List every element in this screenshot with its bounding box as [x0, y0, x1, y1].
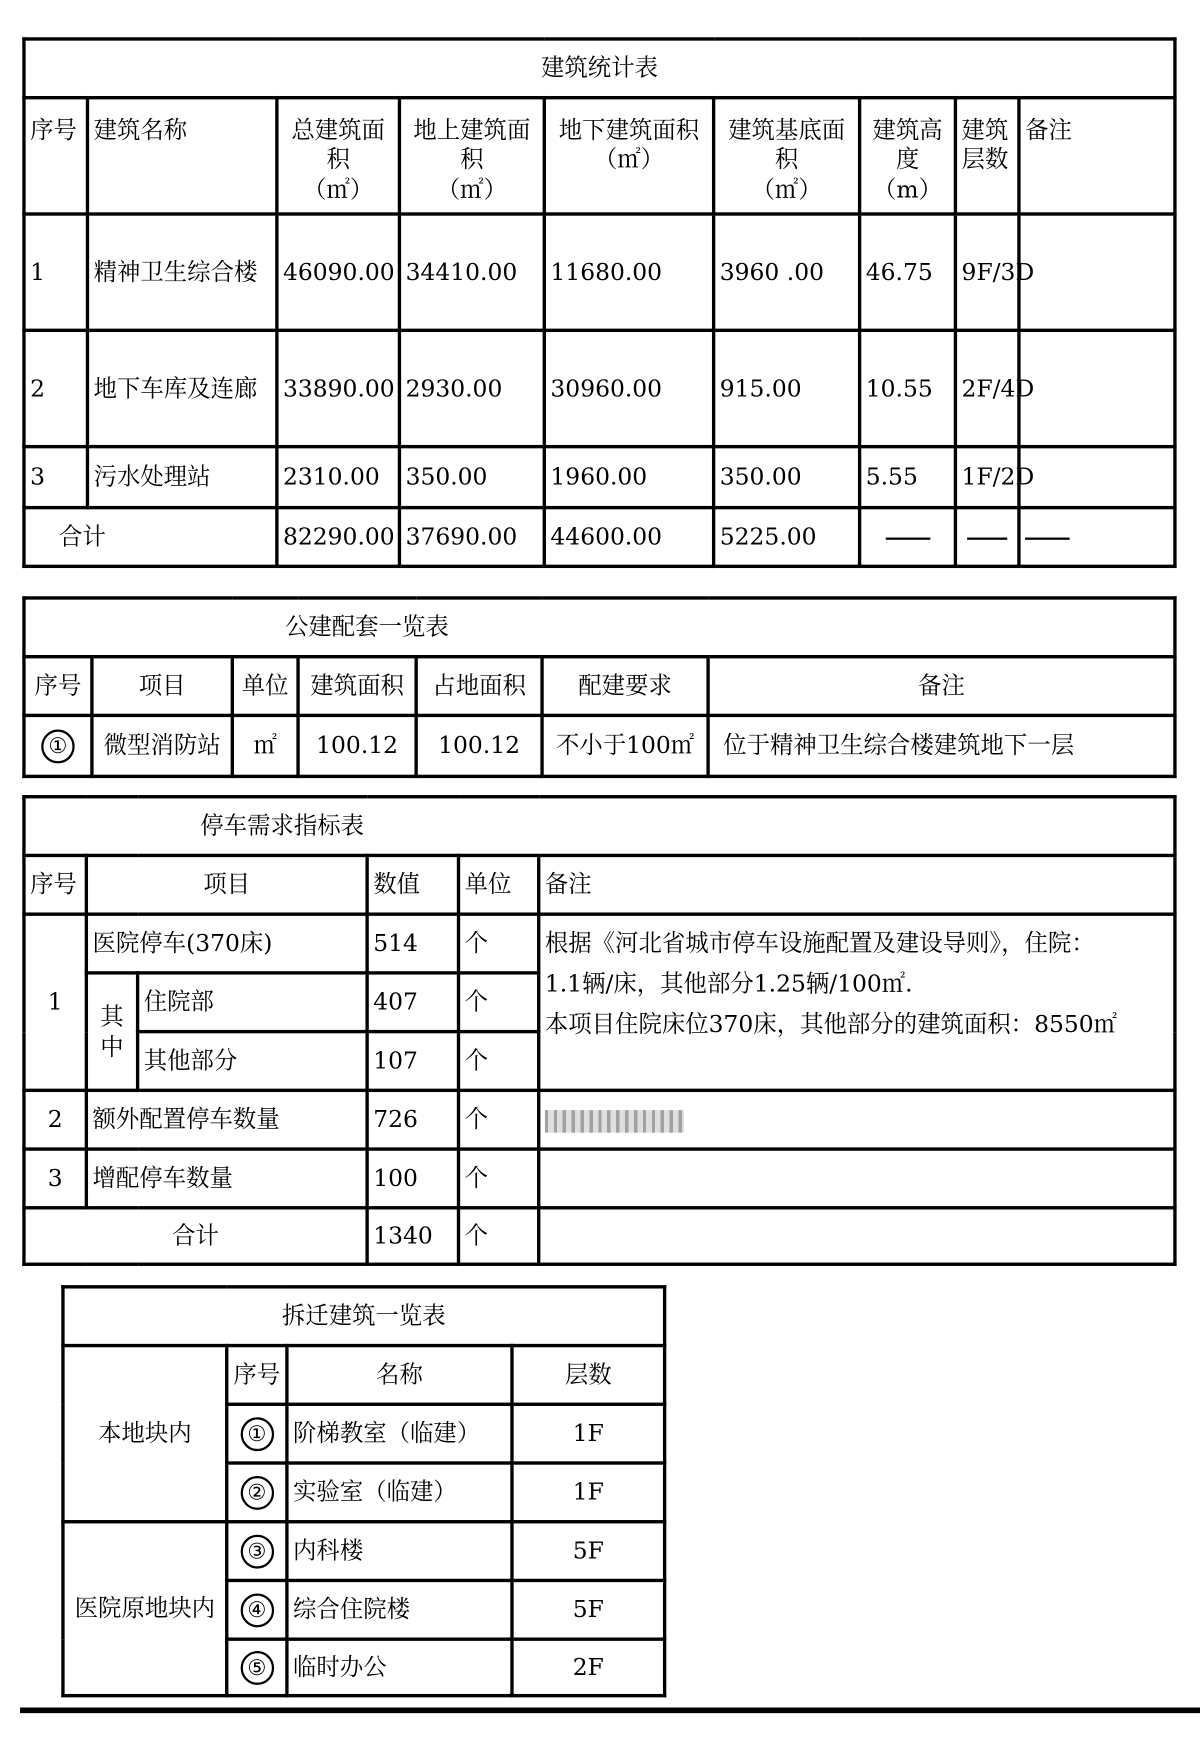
facility-remark: 位于精神卫生综合楼建筑地下一层: [708, 715, 1175, 776]
parking-unit: 个: [458, 1032, 538, 1091]
table-row: [24, 1149, 1175, 1208]
column-header: 地上建筑面积 （㎡）: [399, 98, 544, 214]
sub-label: 其中: [86, 973, 137, 1090]
column-header: 序号: [24, 98, 88, 214]
table-row: [24, 447, 1175, 508]
facility-land-area: 100.12: [416, 715, 542, 776]
column-header: 备注: [1019, 98, 1175, 214]
building-name: 地下车库及连廊: [87, 330, 276, 446]
column-header: 单位: [458, 855, 538, 914]
table-title: 公建配套一览表: [24, 598, 708, 657]
header-row: [24, 98, 1175, 214]
bottom-border-line: [20, 1708, 1200, 1714]
column-header: 单位: [232, 657, 298, 716]
parking-value: 407: [367, 973, 458, 1032]
total-value: 1340: [367, 1208, 458, 1264]
row-number: 3: [24, 447, 88, 508]
column-header: 建筑名称: [87, 98, 276, 214]
floor-count: 1F/2D: [955, 447, 1019, 508]
table-row: [63, 1522, 665, 1581]
total-area: 2310.00: [277, 447, 400, 508]
above-ground-area: 34410.00: [399, 214, 544, 330]
floor-count: 5F: [512, 1522, 665, 1581]
parking-value: 514: [367, 914, 458, 973]
row-number: 2: [24, 330, 88, 446]
remark-line: 本项目住院床位370床，其他部分的建筑面积：8550㎡: [544, 1010, 1118, 1038]
building-height: 46.75: [860, 214, 956, 330]
row-number: ①: [24, 715, 92, 776]
column-header: 项目: [86, 855, 367, 914]
base-area: 3960 .00: [714, 214, 860, 330]
total-label: 合计: [24, 508, 277, 567]
parking-value: 100: [367, 1149, 458, 1208]
column-header: 备注: [539, 855, 1175, 914]
building-name: 污水处理站: [87, 447, 276, 508]
column-header: 备注: [708, 657, 1175, 716]
table-title: 停车需求指标表: [24, 797, 539, 856]
remark: [1019, 447, 1175, 508]
parking-demand-table: [22, 795, 1176, 1266]
row-number: 1: [24, 914, 86, 1090]
header-row: [63, 1346, 665, 1405]
total-label: 合计: [24, 1208, 367, 1264]
building-name: 临时办公: [287, 1639, 512, 1695]
remark-line: 根据《河北省城市停车设施配置及建设导则》，住院：: [544, 929, 1095, 957]
floor-count: 5F: [512, 1580, 665, 1639]
parking-remark: [539, 1090, 1175, 1149]
illegible-text-smudge: [545, 1110, 684, 1133]
below-ground-sum: 44600.00: [544, 508, 713, 567]
building-name: 阶梯教室（临建）: [287, 1404, 512, 1463]
public-facilities-table: [22, 596, 1176, 778]
building-height: 5.55: [860, 447, 956, 508]
area-label: 医院原地块内: [63, 1522, 227, 1696]
table-row: [24, 330, 1175, 446]
row-number: 3: [24, 1149, 86, 1208]
floor-count: 2F/4D: [955, 330, 1019, 446]
column-header: 占地面积: [416, 657, 542, 716]
column-header: 建筑 层数: [955, 98, 1019, 214]
column-header: 数值: [367, 855, 458, 914]
column-header: 层数: [512, 1346, 665, 1405]
floor-count: 2F: [512, 1639, 665, 1695]
table-row: [24, 914, 1175, 973]
column-header: 序号: [24, 855, 86, 914]
parking-value: 726: [367, 1090, 458, 1149]
table-title: 拆迁建筑一览表: [63, 1287, 665, 1346]
row-number: ④: [227, 1580, 287, 1639]
facility-building-area: 100.12: [298, 715, 416, 776]
column-header: 建筑面积: [298, 657, 416, 716]
parking-item: 增配停车数量: [86, 1149, 367, 1208]
base-area-sum: 5225.00: [714, 508, 860, 567]
parking-unit: 个: [458, 1149, 538, 1208]
dash-cell: [1019, 508, 1175, 567]
row-number: ①: [227, 1404, 287, 1463]
above-ground-area: 350.00: [399, 447, 544, 508]
parking-remark: [539, 1149, 1175, 1208]
below-ground-area: 1960.00: [544, 447, 713, 508]
column-header: 序号: [227, 1346, 287, 1405]
column-header: 项目: [92, 657, 232, 716]
total-unit: 个: [458, 1208, 538, 1264]
table-row: [24, 715, 1175, 776]
remark: [1019, 214, 1175, 330]
column-header: 总建筑面积 （㎡）: [277, 98, 400, 214]
column-header: 配建要求: [542, 657, 708, 716]
facility-item: 微型消防站: [92, 715, 232, 776]
demolition-table: [61, 1285, 666, 1697]
title-filler: [708, 598, 1175, 657]
parking-remark: [539, 914, 1175, 1090]
base-area: 915.00: [714, 330, 860, 446]
column-header: 名称: [287, 1346, 512, 1405]
building-name: 内科楼: [287, 1522, 512, 1581]
parking-item: 其他部分: [138, 1032, 368, 1091]
building-stats-table: [22, 37, 1176, 568]
total-area-sum: 82290.00: [277, 508, 400, 567]
parking-item: 医院停车(370床): [86, 914, 367, 973]
header-row: [24, 657, 1175, 716]
total-row: [24, 508, 1175, 567]
table-row: [24, 214, 1175, 330]
column-header: 建筑高度 （m）: [860, 98, 956, 214]
parking-item: 额外配置停车数量: [86, 1090, 367, 1149]
total-remark: [539, 1208, 1175, 1264]
building-name: 精神卫生综合楼: [87, 214, 276, 330]
above-ground-sum: 37690.00: [399, 508, 544, 567]
floor-count: 9F/3D: [955, 214, 1019, 330]
dash-cell: [955, 508, 1019, 567]
column-header: 序号: [24, 657, 92, 716]
parking-unit: 个: [458, 1090, 538, 1149]
below-ground-area: 11680.00: [544, 214, 713, 330]
row-number: ②: [227, 1463, 287, 1522]
base-area: 350.00: [714, 447, 860, 508]
parking-value: 107: [367, 1032, 458, 1091]
row-number: ⑤: [227, 1639, 287, 1695]
parking-item: 住院部: [138, 973, 368, 1032]
total-area: 33890.00: [277, 330, 400, 446]
building-name: 实验室（临建）: [287, 1463, 512, 1522]
parking-unit: 个: [458, 914, 538, 973]
row-number: 1: [24, 214, 88, 330]
area-label: 本地块内: [63, 1346, 227, 1522]
below-ground-area: 30960.00: [544, 330, 713, 446]
remark-line: 1.1辆/床，其他部分1.25辆/100㎡.: [544, 970, 913, 998]
row-number: 2: [24, 1090, 86, 1149]
floor-count: 1F: [512, 1463, 665, 1522]
row-number: ③: [227, 1522, 287, 1581]
total-area: 46090.00: [277, 214, 400, 330]
column-header: 地下建筑面积 （㎡）: [544, 98, 713, 214]
building-height: 10.55: [860, 330, 956, 446]
parking-unit: 个: [458, 973, 538, 1032]
above-ground-area: 2930.00: [399, 330, 544, 446]
dash-cell: [860, 508, 956, 567]
floor-count: 1F: [512, 1404, 665, 1463]
facility-requirement: 不小于100㎡: [542, 715, 708, 776]
table-title: 建筑统计表: [24, 39, 1175, 98]
remark: [1019, 330, 1175, 446]
column-header: 建筑基底面积 （㎡）: [714, 98, 860, 214]
total-row: [24, 1208, 1175, 1264]
table-row: [24, 1090, 1175, 1149]
building-name: 综合住院楼: [287, 1580, 512, 1639]
facility-unit: ㎡: [232, 715, 298, 776]
title-filler: [539, 797, 1175, 856]
header-row: [24, 855, 1175, 914]
